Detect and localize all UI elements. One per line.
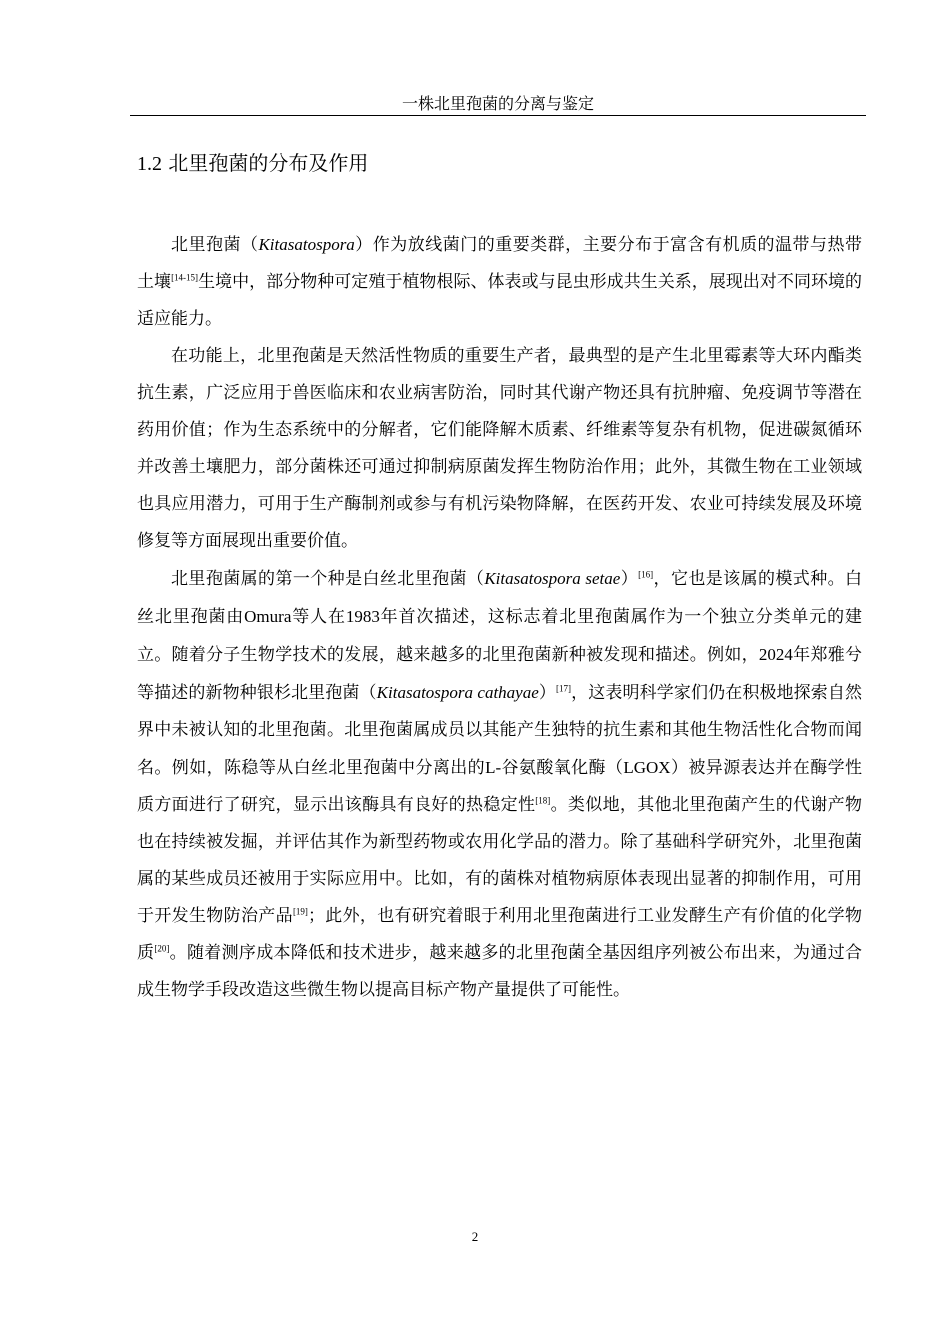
header-rule [130,115,866,116]
text-run: L- [485,758,502,777]
citation-ref: [16] [638,569,654,580]
text-run: 年首次描述，这标志着北里孢菌属作为一个独立分类单元的建立。随着分子生物学技术的发展，越来越多的北里孢菌新种被发现和描述。例如， [137,607,863,665]
text-run: 。随着测序成本降低和技术进步，越来越多的北里孢菌全基因组序列被公布出来，为通过合成生物学手段改造这些微生物以提高目标产物产量提供了可能性。 [137,943,863,1000]
year: 1983 [345,607,380,626]
text-run: ，它也是该属的模式种。白丝北里孢菌由 [137,569,863,627]
text-run: ） [538,683,557,703]
species-name: Kitasatospora cathayae [376,683,539,702]
section-heading [137,149,368,178]
citation-ref: [19] [292,906,308,917]
section-title: 北里孢菌的分布及作用 [168,151,369,175]
species-name: Kitasatospora setae [484,569,621,588]
year: 2024 [758,645,793,664]
text-run: ）被异源表达并在酶学性质方面进行了研究，显示出该酶具有良好的热稳定性 [137,758,863,815]
text-run: 谷氨酸氧化酶（ [501,758,624,778]
text-run: ）作为放线菌门的重要类群，主要分布于富含有机质的温带与热带土壤 [137,235,863,292]
text-run: 年郑雅兮等描述的新物种银杉北里孢菌（ [137,645,863,703]
enzyme-abbrev: LGOX [623,758,671,777]
paragraph-1 [137,226,862,338]
text-run: 在功能上，北里孢菌是天然活性物质的重要生产者，最典型的是产生北里霉素等大环内酯类抗生素，广泛应用于兽医临床和农业病害防治，同时其代谢产物还具有抗肿瘤、免疫调节等潜在药用价值；作为生态系统中的分解者，它们能降解木质素、纤维素等复杂有机物，促进碳氮循环并改善土壤肥力，部分菌株还可通过抑制病原菌发挥生物防治作用；此外，其微生物在工业领域也具应用潜力，可用于生产酶制剂或参与有机污染物降解，在医药开发、农业可持续发展及环境修复等方面展现出重要价值。 [137,346,862,551]
text-run: 生境中，部分物种可定殖于植物根际、体表或与昆虫形成共生关系，展现出对不同环境的适应能力。 [137,272,863,329]
text-run: ；此外，也有研究着眼于利用北里孢菌进行工业发酵生产有价值的化学物质 [137,906,863,963]
author-name: Omura [244,607,292,626]
running-header: 一株北里孢菌的分离与鉴定 [401,94,594,113]
paragraph-2 [137,338,862,560]
text-run: ） [620,569,639,589]
body-text [137,226,862,1009]
species-name: Kitasatospora [258,235,355,254]
text-run: 北里孢菌属的第一个种是白丝北里孢菌（ [171,569,485,589]
citation-ref: [18] [535,795,551,806]
page-number: 2 [471,1229,479,1244]
text-run: 等人在 [291,607,346,627]
paragraph-3 [137,560,862,1009]
text-run: ，这表明科学家们仍在积极地探索自然界中未被认知的北里孢菌。北里孢菌属成员以其能产生独特的抗生素和其他生物活性化合物而闻名。例如，陈稳等从白丝北里孢菌中分离出的 [137,683,863,778]
text-run: 北里孢菌（ [171,235,259,255]
citation-ref: [17] [556,683,572,694]
section-number: 1.2 [137,153,162,175]
citation-ref: [14-15] [171,272,199,283]
citation-ref: [20] [154,943,170,954]
text-run: 。类似地，其他北里孢菌产生的代谢产物也在持续被发掘，并评估其作为新型药物或农用化学品的潜力。除了基础科学研究外，北里孢菌属的某些成员还被用于实际应用中。比如，有的菌株对植物病原体表现出显著的抑制作用，可用于开发生物防治产品 [137,795,863,926]
